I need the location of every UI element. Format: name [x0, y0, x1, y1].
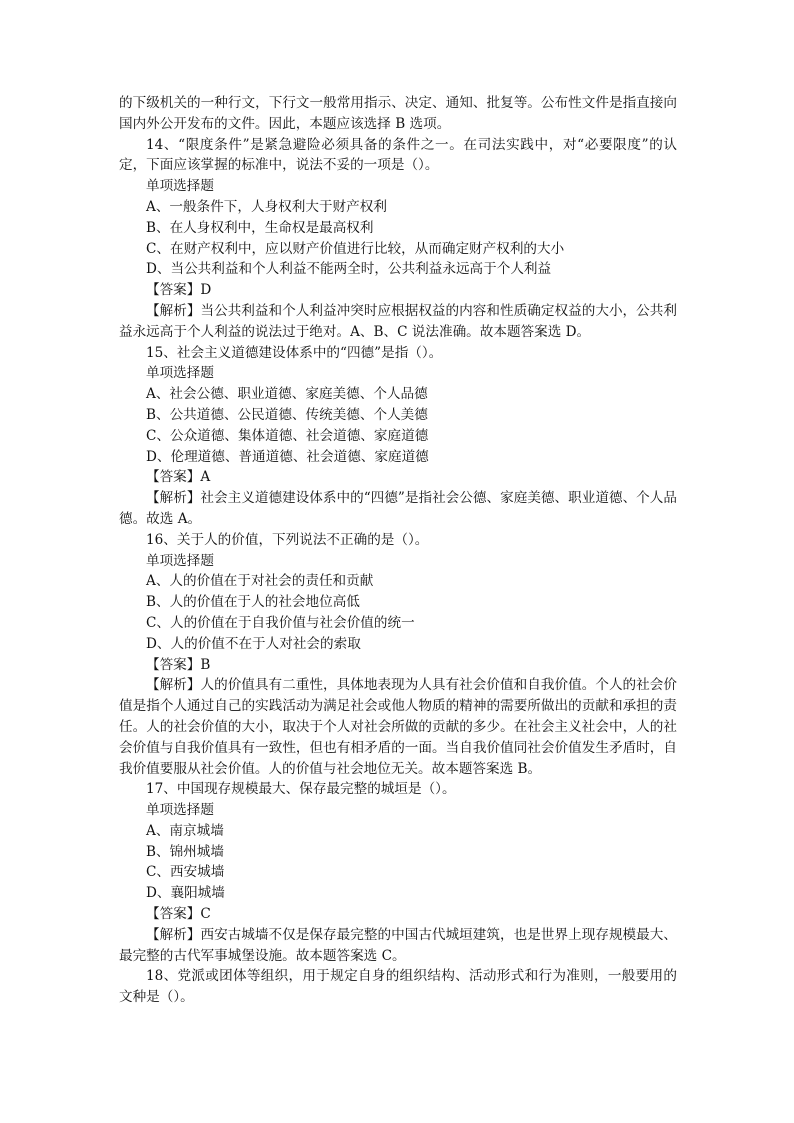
question-stem: 16、关于人的价值，下列说法不正确的是（）。: [146, 531, 429, 548]
analysis: 【解析】当公共利益和个人利益冲突时应根据权益的内容和性质确定权益的大小，公共利益永远高于个人利益的说法过于绝对。A、B、C 说法准确。故本题答案选 D。: [119, 302, 677, 340]
question-18-stem: 18、党派或团体等组织，用于规定自身的组织结构、活动形式和行为准则，一般要用的文种是（）。: [119, 968, 677, 1006]
option-a: A、社会公德、职业道德、家庭美德、个人品德: [146, 386, 428, 403]
document-page: [119, 93, 677, 1008]
question-17: [119, 779, 677, 966]
option-a: A、人的价值在于对社会的责任和贡献: [146, 573, 374, 590]
answer: 【答案】C: [146, 906, 211, 923]
option-a: A、一般条件下，人身权利大于财产权利: [146, 198, 387, 215]
analysis: 【解析】人的价值具有二重性，具体地表现为人具有社会价值和自我价值。个人的社会价值是指个人通过自己的实践活动为满足社会或他人物质的精神的需要所做出的贡献和承担的责任。人的社会价值的大小，取决于个人对社会所做的贡献的多少。在社会主义社会中，人的社会价值与自我价值具有一致性，但也有相矛盾的一面。当自我价值同社会价值发生矛盾时，自我价值要服从社会价值。人的价值与社会地位无关。故本题答案选 B。: [119, 677, 677, 777]
option-c: C、公众道德、集体道德、社会道德、家庭道德: [146, 427, 429, 444]
question-14: [119, 135, 677, 343]
question-stem: 17、中国现存规模最大、保存最完整的城垣是（）。: [146, 781, 456, 798]
question-16: [119, 530, 677, 780]
question-type: 单项选择题: [146, 802, 214, 819]
option-c: C、在财产权利中，应以财产价值进行比较，从而确定财产权利的大小: [146, 240, 565, 257]
option-d: D、人的价值不在于人对社会的索取: [146, 635, 361, 652]
question-type: 单项选择题: [146, 178, 214, 195]
option-b: B、锦州城墙: [146, 843, 224, 860]
option-d: D、当公共利益和个人利益不能两全时，公共利益永远高于个人利益: [146, 261, 552, 278]
option-d: D、伦理道德、普通道德、社会道德、家庭道德: [146, 448, 429, 465]
intro-paragraph: 的下级机关的一种行文，下行文一般常用指示、决定、通知、批复等。公布性文件是指直接向国内外公开发布的文件。因此，本题应该选择 B 选项。: [119, 95, 677, 132]
question-stem: 15、社会主义道德建设体系中的“四德”是指（）。: [146, 344, 443, 361]
analysis: 【解析】社会主义道德建设体系中的“四德”是指社会公德、家庭美德、职业道德、个人品德。故选 A。: [119, 490, 677, 527]
option-c: C、人的价值在于自我价值与社会价值的统一: [146, 614, 415, 631]
answer: 【答案】A: [146, 469, 211, 486]
answer: 【答案】B: [146, 656, 211, 673]
analysis: 【解析】西安古城墙不仅是保存最完整的中国古代城垣建筑，也是世界上现存规模最大、最完整的古代军事城堡设施。故本题答案选 C。: [119, 926, 677, 964]
question-15: [119, 343, 677, 530]
option-b: B、人的价值在于人的社会地位高低: [146, 594, 360, 611]
option-c: C、西安城墙: [146, 864, 225, 881]
option-a: A、南京城墙: [146, 822, 224, 839]
question-type: 单项选择题: [146, 365, 214, 382]
answer: 【答案】D: [146, 282, 212, 299]
question-type: 单项选择题: [146, 552, 214, 569]
option-b: B、在人身权利中，生命权是最高权利: [146, 219, 374, 236]
question-stem: 14、“限度条件”是紧急避险必须具备的条件之一。在司法实践中，对“必要限度”的认定，下面应该掌握的标准中，说法不妥的一项是（）。: [119, 136, 677, 174]
option-d: D、襄阳城墙: [146, 885, 225, 902]
option-b: B、公共道德、公民道德、传统美德、个人美德: [146, 406, 428, 423]
